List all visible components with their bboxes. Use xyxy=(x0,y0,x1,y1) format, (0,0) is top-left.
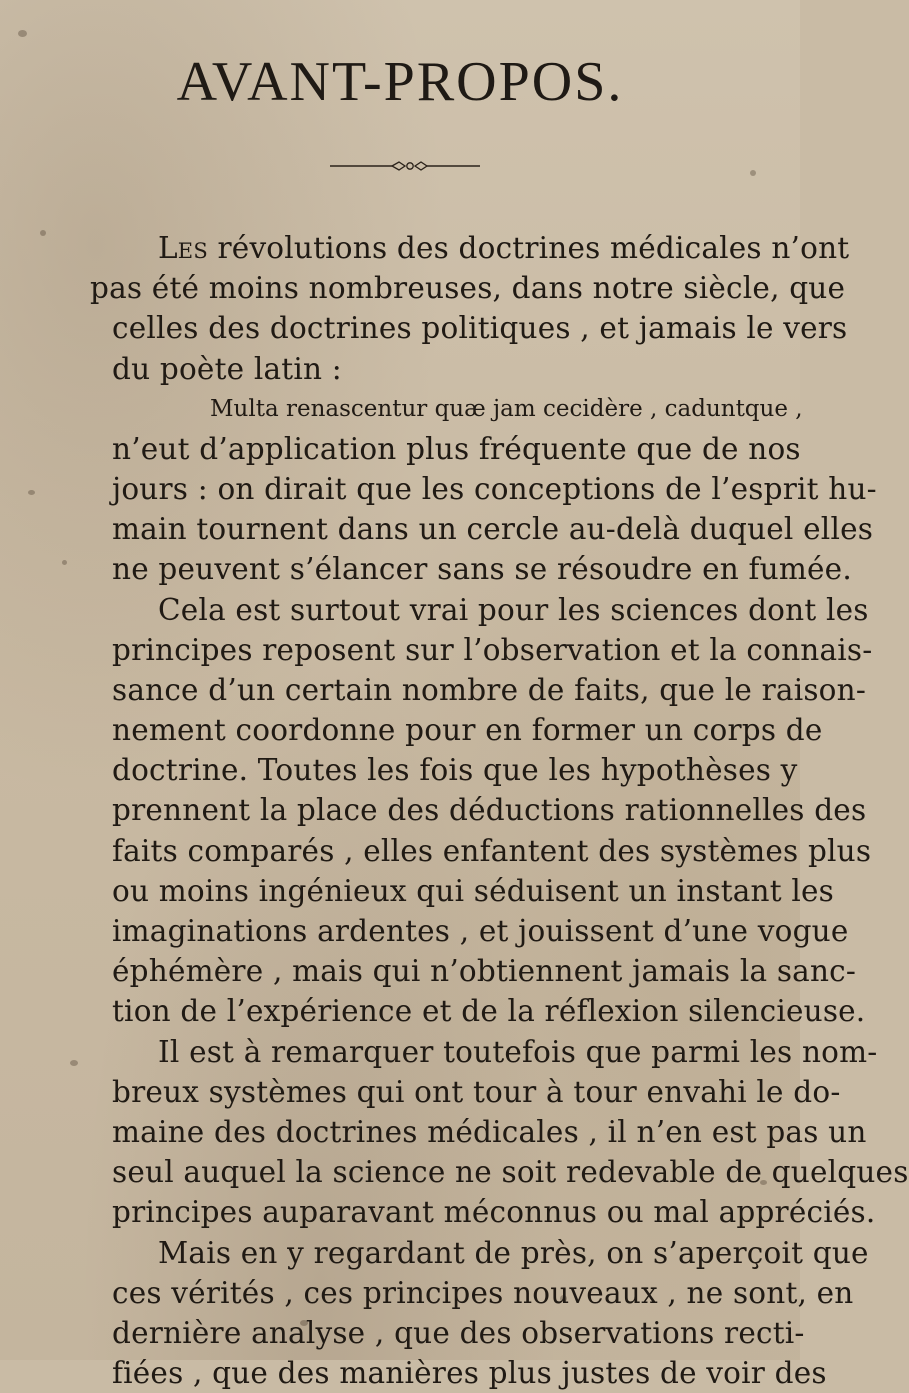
paragraph-line: pas été moins nombreuses, dans notre siècle, que xyxy=(90,271,846,306)
paragraph-line: n’eut d’application plus fréquente que de nos xyxy=(112,431,801,466)
paragraph-line: fiées , que des manières plus justes de voir des xyxy=(112,1356,827,1391)
paragraph-line: tion de l’expérience et de la réflexion silencieuse. xyxy=(112,994,866,1029)
paragraph-line: principes auparavant méconnus ou mal appréciés. xyxy=(112,1195,876,1230)
title-ornament-icon xyxy=(330,160,480,172)
body-text xyxy=(90,228,909,1393)
paper-speck xyxy=(62,560,67,565)
paragraph-line: jours : on dirait que les conceptions de l’esprit hu- xyxy=(112,471,877,506)
paper-speck xyxy=(28,490,35,495)
paper-speck xyxy=(750,170,756,176)
paragraph-line: nement coordonne pour en former un corps de xyxy=(112,713,823,748)
paper-speck xyxy=(18,30,27,37)
paragraph-line: maine des doctrines médicales , il n’en est pas un xyxy=(112,1114,867,1149)
paper-speck xyxy=(40,230,46,236)
paragraph-line: doctrine. Toutes les fois que les hypothèses y xyxy=(112,753,798,788)
paragraph-line: main tournent dans un cercle au-delà duquel elles xyxy=(112,512,874,547)
paragraph-line: ces vérités , ces principes nouveaux , ne sont, en xyxy=(112,1275,854,1310)
paragraph-line: breux systèmes qui ont tour à tour envahi le do- xyxy=(112,1074,841,1109)
paragraph-line: Les révolutions des doctrines médicales n’ont xyxy=(158,231,850,265)
latin-quote: Multa renascentur quæ jam cecidère , caduntque , xyxy=(210,395,803,422)
paper-speck xyxy=(70,1060,78,1066)
opening-word: Les xyxy=(158,231,208,265)
paragraph-line: imaginations ardentes , et jouissent d’une vogue xyxy=(112,914,849,948)
paragraph-line: éphémère , mais qui n’obtiennent jamais la sanc- xyxy=(112,954,857,989)
page-title: AVANT-PROPOS. xyxy=(176,51,624,113)
paragraph-line: du poète latin : xyxy=(112,351,342,386)
paragraph-line: sance d’un certain nombre de faits, que le raison- xyxy=(112,672,866,707)
paragraph-line: Il est à remarquer toutefois que parmi les nom- xyxy=(158,1034,878,1069)
paragraph-line: celles des doctrines politiques , et jamais le vers xyxy=(112,311,848,346)
paragraph-line: Mais en y regardant de près, on s’aperçoit que xyxy=(158,1235,869,1270)
paragraph-line: ou moins ingénieux qui séduisent un instant les xyxy=(112,873,834,908)
paragraph-line: prennent la place des déductions rationnelles des xyxy=(112,793,867,828)
paragraph-line: principes reposent sur l’observation et la connais- xyxy=(112,632,873,667)
paragraph-line: dernière analyse , que des observations recti- xyxy=(112,1315,805,1350)
paragraph-line: seul auquel la science ne soit redevable de quelques xyxy=(112,1155,909,1190)
paragraph-line: faits comparés , elles enfantent des systèmes plus xyxy=(112,833,872,868)
paragraph-line: Cela est surtout vrai pour les sciences dont les xyxy=(158,592,869,627)
paragraph-line: ne peuvent s’élancer sans se résoudre en fumée. xyxy=(112,552,852,587)
